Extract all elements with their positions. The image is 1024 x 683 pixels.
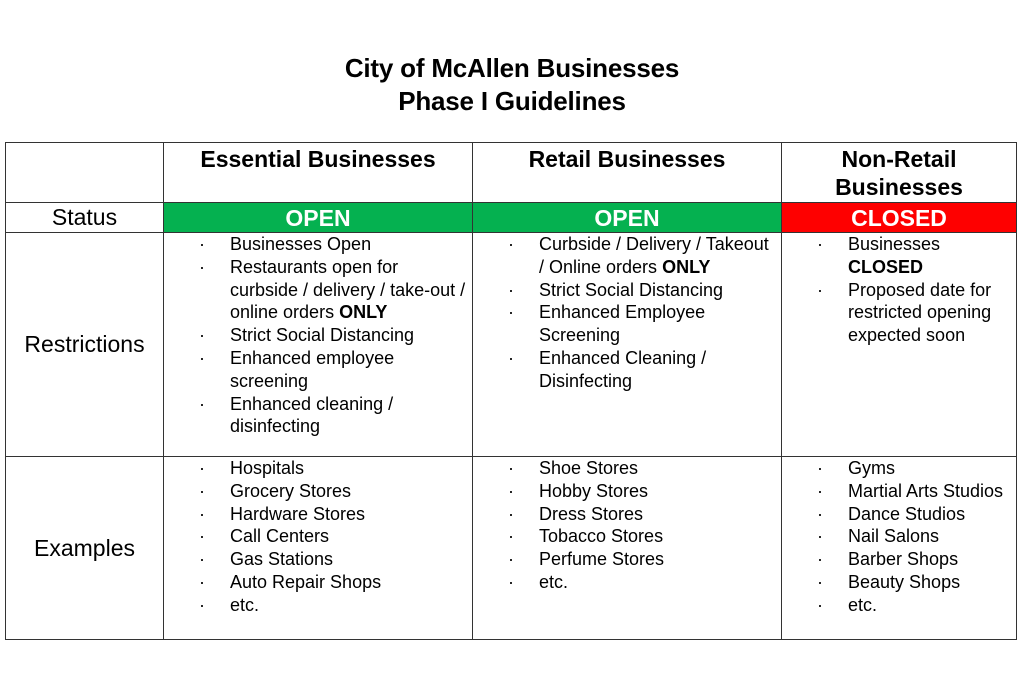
bullet-icon: · — [199, 480, 205, 501]
list-item: · Gyms — [817, 458, 895, 478]
header-row — [6, 143, 1017, 203]
list-item: · etc. — [817, 594, 878, 615]
bullet-icon: · — [817, 279, 823, 300]
bullet-icon: · — [199, 549, 205, 570]
bullet-icon: · — [508, 234, 514, 254]
bullet-icon: · — [817, 503, 823, 524]
row-label-restrictions: Restrictions — [6, 233, 164, 457]
bullet-icon: · — [199, 325, 205, 346]
bullet-icon: · — [817, 594, 823, 615]
column-header-nonretail — [782, 143, 1017, 203]
bullet-icon: · — [508, 458, 514, 478]
status-badge-nonretail: CLOSED — [782, 203, 1017, 233]
examples-retail — [473, 457, 782, 640]
bullet-icon: · — [199, 256, 205, 277]
list-item: · Tobacco Stores — [508, 526, 664, 547]
list-item: · etc. — [199, 594, 260, 615]
bullet-icon: · — [508, 571, 514, 592]
nonretail-header-line-2: Businesses — [835, 174, 963, 200]
status-badge-retail: OPEN — [473, 203, 782, 233]
list-item: · Curbside / Delivery / Takeout / Online orders ONLY — [508, 234, 769, 277]
list-item: · etc. — [508, 571, 569, 592]
bullet-icon: · — [817, 571, 823, 592]
status-badge-essential: OPEN — [164, 203, 473, 233]
list-item: · Enhanced Cleaning / Disinfecting — [508, 347, 707, 391]
list-item: · Enhanced Employee Screening — [508, 302, 706, 346]
list-item: · Businesses Open — [199, 234, 372, 254]
bullet-icon: · — [199, 234, 205, 254]
list-item: · Auto Repair Shops — [199, 571, 382, 592]
list-item: · Beauty Shops — [817, 571, 961, 592]
examples-essential — [164, 457, 473, 640]
bullet-icon: · — [817, 480, 823, 501]
list-item: · Enhanced employee screening — [199, 347, 395, 391]
list-item: · Grocery Stores — [199, 480, 352, 501]
list-item: · Gas Stations — [199, 549, 334, 570]
restrictions-nonretail — [782, 233, 1017, 457]
bullet-icon: · — [199, 458, 205, 478]
bullet-icon: · — [199, 393, 205, 414]
list-item: · Restaurants open for curbside / delivery / take-out / online orders ONLY — [199, 256, 466, 323]
list-item: · Dress Stores — [508, 503, 644, 524]
list-item: · Strict Social Distancing — [508, 279, 724, 300]
column-header-essential: Essential Businesses — [164, 143, 473, 203]
list-item: · Call Centers — [199, 526, 330, 547]
row-label-status: Status — [6, 203, 164, 233]
examples-nonretail — [782, 457, 1017, 640]
status-row — [6, 203, 1017, 233]
corner-cell — [6, 143, 164, 203]
list-item: · Enhanced cleaning / disinfecting — [199, 393, 394, 437]
row-label-examples: Examples — [6, 457, 164, 640]
examples-row — [6, 457, 1017, 640]
bullet-icon: · — [508, 480, 514, 501]
bullet-icon: · — [199, 526, 205, 547]
restrictions-retail — [473, 233, 782, 457]
nonretail-header-line-1: Non-Retail — [841, 146, 957, 172]
bullet-icon: · — [817, 234, 823, 254]
list-item: · Hardware Stores — [199, 503, 366, 524]
list-item: · Dance Studios — [817, 503, 966, 524]
list-item: · Businesses CLOSED — [817, 234, 941, 277]
bullet-icon: · — [817, 526, 823, 547]
bullet-icon: · — [817, 549, 823, 570]
list-item: · Perfume Stores — [508, 549, 665, 570]
page-title — [0, 52, 1024, 118]
bullet-icon: · — [508, 526, 514, 547]
bullet-icon: · — [199, 594, 205, 615]
list-item: · Shoe Stores — [508, 458, 639, 478]
list-item: · Nail Salons — [817, 526, 940, 547]
bullet-icon: · — [508, 549, 514, 570]
bullet-icon: · — [508, 279, 514, 300]
list-item: · Strict Social Distancing — [199, 325, 415, 346]
bullet-icon: · — [508, 503, 514, 524]
bullet-icon: · — [199, 571, 205, 592]
list-item: · Hobby Stores — [508, 480, 649, 501]
bullet-icon: · — [199, 503, 205, 524]
bullet-icon: · — [508, 347, 514, 368]
bullet-icon: · — [508, 302, 514, 323]
list-item: · Barber Shops — [817, 549, 959, 570]
title-line-2: Phase I Guidelines — [398, 86, 626, 116]
list-item: · Hospitals — [199, 458, 305, 478]
bullet-icon: · — [817, 458, 823, 478]
restrictions-row — [6, 233, 1017, 457]
bullet-icon: · — [199, 347, 205, 368]
list-item: · Proposed date for restricted opening expected soon — [817, 279, 992, 346]
guidelines-table — [5, 142, 1017, 640]
title-line-1: City of McAllen Businesses — [344, 53, 680, 83]
list-item: · Martial Arts Studios — [817, 480, 1004, 501]
column-header-retail: Retail Businesses — [473, 143, 782, 203]
restrictions-essential — [164, 233, 473, 457]
